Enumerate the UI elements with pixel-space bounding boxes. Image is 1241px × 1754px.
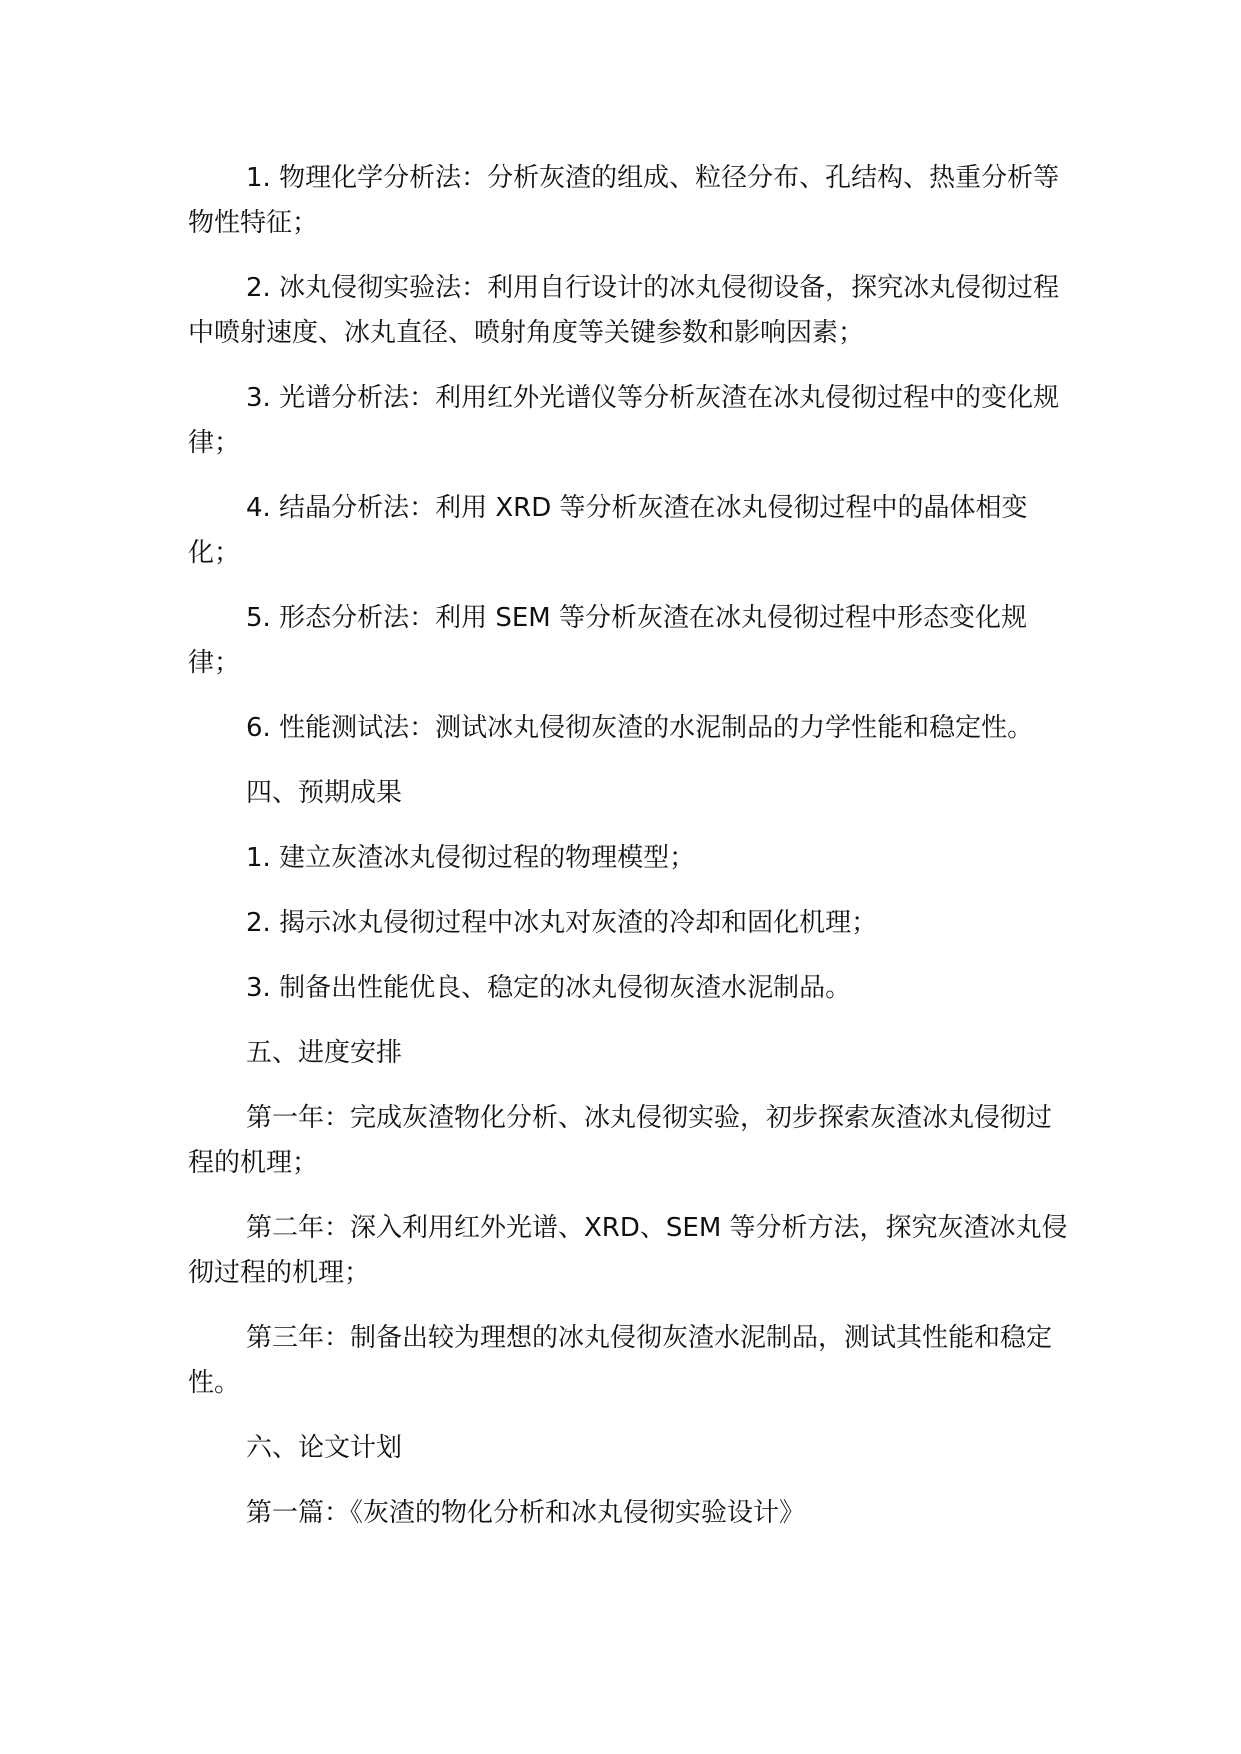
paragraph-paper-1: 第一篇：《灰渣的物化分析和冰丸侵彻实验设计》 (246, 1498, 806, 1528)
paragraph-schedule-year-2: 第二年：深入利用红外光谱、XRD、SEM 等分析方法，探究灰渣冰丸侵彻过程的机理； (188, 1213, 1068, 1288)
paragraph-method-6: 6. 性能测试法：测试冰丸侵彻灰渣的水泥制品的力学性能和稳定性。 (246, 713, 1034, 743)
paragraph-result-3: 3. 制备出性能优良、稳定的冰丸侵彻灰渣水泥制品。 (246, 973, 852, 1003)
paragraph-method-1: 1. 物理化学分析法：分析灰渣的组成、粒径分布、孔结构、热重分析等物性特征； (188, 163, 1060, 238)
paragraph-method-4: 4. 结晶分析法：利用 XRD 等分析灰渣在冰丸侵彻过程中的晶体相变化； (188, 493, 1028, 568)
paragraph-schedule-year-1: 第一年：完成灰渣物化分析、冰丸侵彻实验，初步探索灰渣冰丸侵彻过程的机理； (188, 1103, 1053, 1178)
section-heading-schedule: 五、进度安排 (246, 1038, 403, 1068)
paragraph-method-5: 5. 形态分析法：利用 SEM 等分析灰渣在冰丸侵彻过程中形态变化规律； (188, 603, 1027, 678)
paragraph-schedule-year-3: 第三年：制备出较为理想的冰丸侵彻灰渣水泥制品，测试其性能和稳定性。 (188, 1323, 1053, 1398)
paragraph-method-3: 3. 光谱分析法：利用红外光谱仪等分析灰渣在冰丸侵彻过程中的变化规律； (188, 383, 1060, 458)
paragraph-result-2: 2. 揭示冰丸侵彻过程中冰丸对灰渣的冷却和固化机理； (246, 908, 878, 938)
paragraph-result-1: 1. 建立灰渣冰丸侵彻过程的物理模型； (246, 843, 696, 873)
document-body (188, 156, 1068, 1556)
paragraph-method-2: 2. 冰丸侵彻实验法：利用自行设计的冰丸侵彻设备，探究冰丸侵彻过程中喷射速度、冰丸直径、喷射角度等关键参数和影响因素； (188, 273, 1060, 348)
section-heading-expected-results: 四、预期成果 (246, 778, 403, 808)
section-heading-paper-plan: 六、论文计划 (246, 1433, 403, 1463)
